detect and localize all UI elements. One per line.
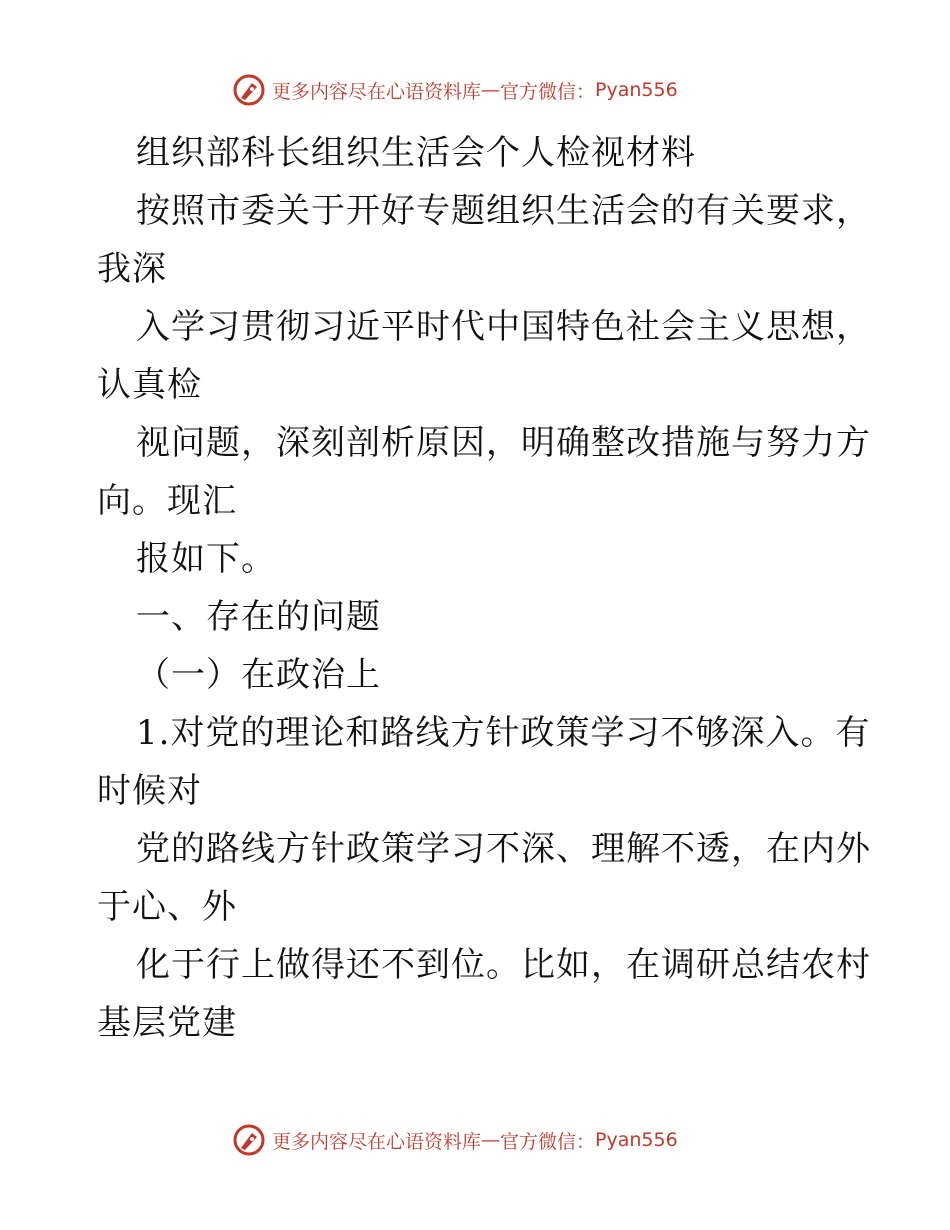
text-line: 化于行上做得还不到位。比如，在调研总结农村 xyxy=(136,945,871,985)
text-line: 认真检 xyxy=(97,365,202,405)
pen-nib-icon xyxy=(232,1123,266,1157)
text-line: 视问题，深刻剖析原因，明确整改措施与努力方 xyxy=(136,423,871,463)
text-line: 向。现汇 xyxy=(97,481,237,521)
text-line: 基层党建 xyxy=(97,1003,237,1043)
text-line: 按照市委关于开好专题组织生活会的有关要求， xyxy=(136,191,871,231)
watermark-official: 官方微信： xyxy=(500,1130,596,1153)
document-body xyxy=(97,124,871,1052)
watermark-text: 更多内容尽在心语资料库 xyxy=(272,1130,482,1153)
text-line: 于心、外 xyxy=(97,887,237,927)
text-line: 1.对党的理论和路线方针政策学习不够深入。有 xyxy=(136,713,871,753)
watermark-official: 官方微信： xyxy=(500,80,596,103)
watermark-banner-bottom xyxy=(232,1122,678,1158)
watermark-wechat-id: Pyan556 xyxy=(595,1129,678,1151)
text-line: 我深 xyxy=(97,249,167,289)
text-line: 时候对 xyxy=(97,771,202,811)
text-line: 党的路线方针政策学习不深、理解不透，在内外 xyxy=(136,829,871,869)
watermark-text: 更多内容尽在心语资料库 xyxy=(272,80,482,103)
text-line: 一、存在的问题 xyxy=(136,597,381,637)
watermark-wechat-id: Pyan556 xyxy=(595,79,678,101)
pen-nib-icon xyxy=(232,73,266,107)
text-line: 报如下。 xyxy=(136,539,276,579)
text-line: （一）在政治上 xyxy=(136,655,381,695)
text-line: 入学习贯彻习近平时代中国特色社会主义思想， xyxy=(136,307,871,347)
watermark-banner-top xyxy=(232,72,678,108)
text-line: 组织部科长组织生活会个人检视材料 xyxy=(136,133,696,173)
watermark-dash: — xyxy=(481,79,501,101)
watermark-dash: — xyxy=(481,1129,501,1151)
